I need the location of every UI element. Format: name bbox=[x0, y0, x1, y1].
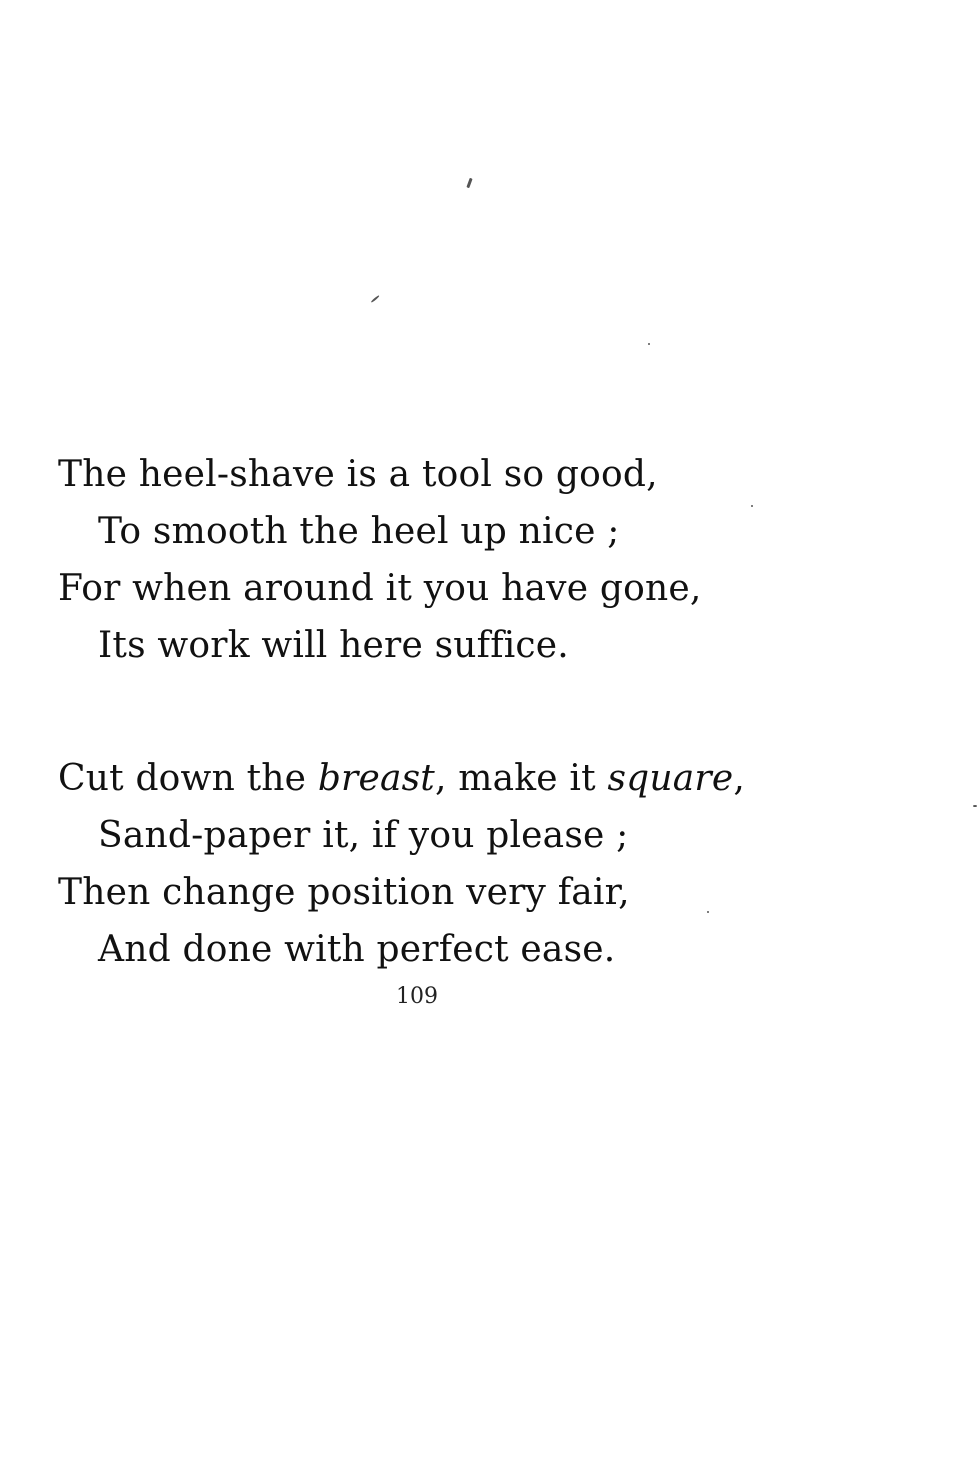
verse-line bbox=[58, 807, 818, 864]
stanza-2 bbox=[58, 750, 818, 978]
stanza-1 bbox=[58, 446, 818, 674]
verse-text: To smooth the heel up nice ; bbox=[98, 511, 620, 552]
verse-text: , make it bbox=[434, 758, 608, 799]
verse-line bbox=[58, 617, 818, 674]
scan-speck bbox=[707, 911, 709, 913]
scan-speck bbox=[751, 505, 753, 507]
verse-text: And done with perfect ease. bbox=[98, 929, 616, 970]
verse-line bbox=[58, 921, 818, 978]
verse-line bbox=[58, 864, 818, 921]
italic-word: breast bbox=[317, 758, 435, 799]
verse-text: Sand-paper it, if you please ; bbox=[98, 815, 629, 856]
italic-word: square bbox=[607, 758, 734, 799]
verse-text: Its work will here suffice. bbox=[98, 625, 569, 666]
verse-text: , bbox=[733, 758, 746, 799]
verse-line bbox=[58, 750, 818, 807]
verse-text: Then change position very fair, bbox=[58, 872, 630, 913]
verse-line bbox=[58, 503, 818, 560]
scan-speck bbox=[973, 805, 977, 807]
scan-speck bbox=[371, 295, 380, 303]
page-number: 109 bbox=[396, 984, 438, 1009]
verse-line bbox=[58, 560, 818, 617]
verse-text: The heel-shave is a tool so good, bbox=[58, 454, 658, 495]
verse-text: For when around it you have gone, bbox=[58, 568, 702, 609]
scan-speck bbox=[466, 178, 472, 188]
scan-speck bbox=[648, 343, 650, 345]
verse-line bbox=[58, 446, 818, 503]
verse-text: Cut down the bbox=[58, 758, 318, 799]
